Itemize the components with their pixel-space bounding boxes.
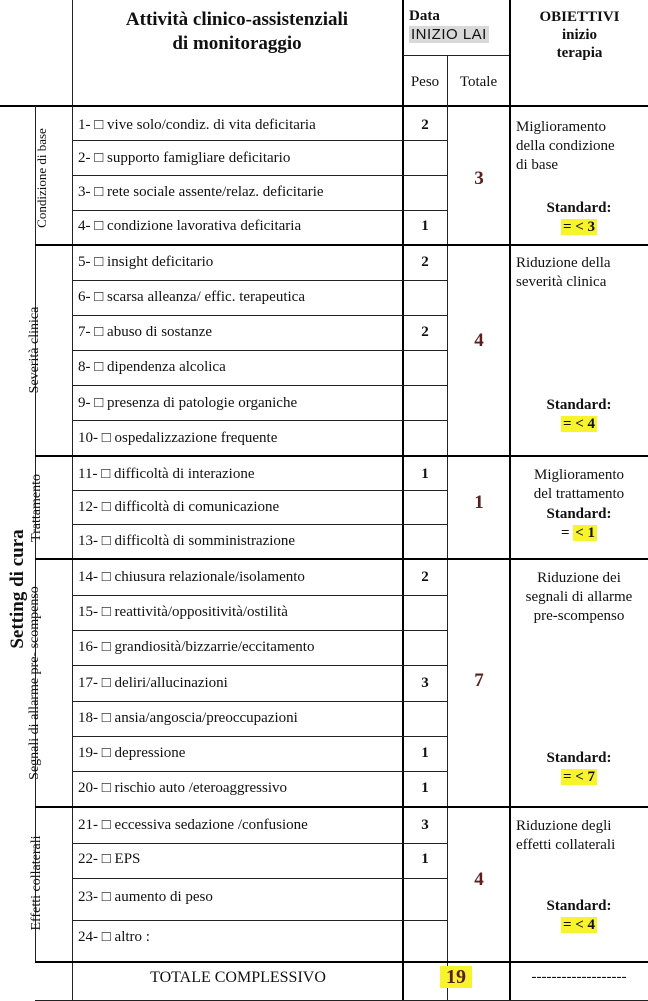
item-5: 5- □ insight deficitario — [78, 254, 214, 270]
peso-1: 2 — [421, 117, 429, 133]
item-24: 24- □ altro : — [78, 929, 150, 945]
objective-effetti — [516, 817, 648, 855]
peso-5: 2 — [421, 254, 429, 270]
objective-line: Riduzione dei — [537, 570, 621, 586]
standard-label: Standard: — [546, 397, 612, 413]
total-trattamento: 1 — [474, 492, 484, 513]
data-value: INIZIO LAI — [411, 26, 487, 43]
peso-4: 1 — [421, 218, 429, 234]
peso-19: 1 — [421, 745, 429, 761]
item-22: 22- □ EPS — [78, 851, 141, 867]
obiettivi-line1: OBIETTIVI — [539, 9, 620, 25]
standard-label: Standard: — [546, 898, 612, 914]
obiettivi-line3: terapia — [556, 45, 603, 61]
totale-complessivo-value — [403, 966, 509, 989]
obiettivi-header — [511, 8, 648, 62]
section-label-effetti: Effetti collaterali — [29, 835, 44, 931]
peso-7: 2 — [421, 324, 429, 340]
objective-line: Miglioramento — [516, 119, 606, 135]
item-14: 14- □ chiusura relazionale/isolamento — [78, 569, 305, 585]
objective-line: di base — [516, 157, 559, 173]
item-16: 16- □ grandiosità/bizzarrie/eccitamento — [78, 639, 315, 655]
standard-prefix: = — [560, 525, 570, 541]
peso-22: 1 — [421, 851, 429, 867]
objective-trattamento — [510, 466, 648, 504]
standard-label: Standard: — [546, 506, 612, 522]
standard-condizione — [510, 199, 648, 237]
item-10: 10- □ ospedalizzazione frequente — [78, 430, 278, 446]
objective-line: del trattamento — [533, 486, 625, 502]
peso-21: 3 — [421, 817, 429, 833]
standard-value: = < 4 — [562, 416, 596, 432]
standard-value: < 1 — [575, 525, 596, 541]
standard-segnali — [510, 749, 648, 787]
total-condizione: 3 — [474, 168, 484, 189]
form-title-line2: di monitoraggio — [172, 33, 302, 54]
total-severita: 4 — [474, 330, 484, 351]
item-18: 18- □ ansia/angoscia/preoccupazioni — [78, 710, 298, 726]
objective-line: Riduzione della — [516, 255, 611, 271]
section-label-segnali: Segnali di allarme pre- scompenso — [27, 586, 42, 780]
objective-line: Miglioramento — [534, 467, 624, 483]
item-2: 2- □ supporto famigliare deficitario — [78, 150, 291, 166]
data-label: Data — [409, 8, 440, 24]
item-7: 7- □ abuso di sostanze — [78, 324, 213, 340]
peso-14: 2 — [421, 569, 429, 585]
obiettivi-line2: inizio — [561, 27, 597, 43]
item-19: 19- □ depressione — [78, 745, 186, 761]
section-label-condizione: Condizione di base — [34, 128, 49, 228]
item-17: 17- □ deliri/allucinazioni — [78, 675, 228, 691]
item-3: 3- □ rete sociale assente/relaz. deficitarie — [78, 184, 324, 200]
total-effetti: 4 — [474, 869, 484, 890]
item-13: 13- □ difficoltà di somministrazione — [78, 533, 296, 549]
objective-line: effetti collaterali — [516, 837, 616, 853]
item-1: 1- □ vive solo/condiz. di vita deficitaria — [78, 117, 316, 133]
item-20: 20- □ rischio auto /eteroaggressivo — [78, 780, 288, 796]
item-6: 6- □ scarsa alleanza/ effic. terapeutica — [78, 289, 305, 305]
peso-11: 1 — [421, 466, 429, 482]
item-4: 4- □ condizione lavorativa deficitaria — [78, 218, 302, 234]
item-9: 9- □ presenza di patologie organiche — [78, 395, 298, 411]
standard-value: = < 3 — [562, 219, 596, 235]
form-title — [72, 8, 402, 56]
item-23: 23- □ aumento di peso — [78, 889, 213, 905]
totale-complessivo-label: TOTALE COMPLESSIVO — [150, 969, 326, 986]
setting-di-cura-label: Setting di cura — [7, 529, 28, 649]
item-21: 21- □ eccessiva sedazione /confusione — [78, 817, 308, 833]
item-8: 8- □ dipendenza alcolica — [78, 359, 226, 375]
objective-line: della condizione — [516, 138, 615, 154]
grand-total: 19 — [440, 966, 472, 988]
objective-severita — [516, 254, 648, 292]
standard-label: Standard: — [546, 200, 612, 216]
objective-line: segnali di allarme — [525, 589, 633, 605]
section-label-trattamento: Trattamento — [29, 474, 44, 542]
objective-line: severità clinica — [516, 274, 607, 290]
standard-severita — [510, 396, 648, 434]
section-label-severita: Severità clinica — [27, 306, 42, 394]
peso-20: 1 — [421, 780, 429, 796]
objective-segnali — [510, 569, 648, 626]
total-segnali: 7 — [474, 670, 484, 691]
peso-17: 3 — [421, 675, 429, 691]
standard-effetti — [510, 897, 648, 935]
form-title-line1: Attività clinico-assistenziali — [125, 9, 349, 30]
standard-trattamento — [510, 505, 648, 543]
objective-condizione — [516, 118, 648, 175]
item-11: 11- □ difficoltà di interazione — [78, 466, 255, 482]
standard-label: Standard: — [546, 750, 612, 766]
item-12: 12- □ difficoltà di comunicazione — [78, 499, 280, 515]
footer-dashes: ------------------- — [531, 969, 627, 985]
item-15: 15- □ reattività/oppositività/ostilità — [78, 604, 288, 620]
standard-value: = < 4 — [562, 917, 596, 933]
objective-line: Riduzione degli — [516, 818, 612, 834]
objective-line: pre-scompenso — [533, 608, 625, 624]
standard-value: = < 7 — [562, 769, 596, 785]
peso-header: Peso — [410, 74, 440, 90]
totale-header: Totale — [459, 74, 498, 90]
